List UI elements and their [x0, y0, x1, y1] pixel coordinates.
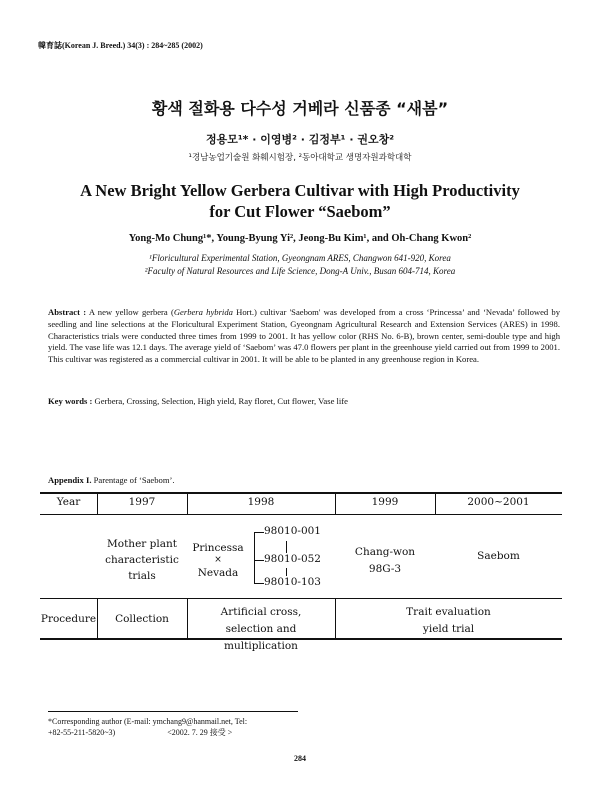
- table-rule-middle: [40, 598, 562, 599]
- footnote: [48, 716, 298, 738]
- english-title: [0, 180, 600, 222]
- keywords-label: Key words :: [48, 396, 93, 406]
- mother-plant-line1: Mother plant: [107, 538, 177, 550]
- procedure-artificial-cross: [187, 604, 335, 655]
- cross-symbol: ×: [214, 555, 222, 565]
- abstract-label: Abstract :: [48, 307, 87, 317]
- footnote-line1: *Corresponding author (E-mail: ymchang9@hanmail.net, Tel:: [48, 717, 248, 726]
- mother-plant-line2: characteristic: [105, 554, 179, 566]
- procedure-trait-evaluation: [335, 604, 562, 638]
- appendix-caption-text: Parentage of ‘Saebom’.: [91, 475, 175, 485]
- mother-plant-line3: trials: [128, 570, 156, 582]
- abstract-pre: A new yellow gerbera (: [86, 307, 174, 317]
- affiliation-1: ¹Floricultural Experimental Station, Gyeongnam ARES, Changwon 641-920, Korea: [149, 253, 451, 263]
- appendix-label: Appendix I.: [48, 475, 92, 485]
- chang-won-line2: 98G-3: [368, 563, 402, 575]
- footnote-line2: [48, 727, 298, 738]
- table-rule-header: [40, 514, 562, 515]
- chang-won-line1: Chang-won: [354, 546, 416, 558]
- header-1998: 1998: [247, 496, 275, 508]
- bracket-tick-middle: [254, 560, 264, 561]
- english-title-line1: A New Bright Yellow Gerbera Cultivar with High Productivity: [80, 181, 520, 200]
- artificial-line1: Artificial cross,: [220, 606, 302, 618]
- keywords-list: Gerbera, Crossing, Selection, High yield, Ray floret, Cut flower, Vase life: [92, 396, 348, 406]
- footnote-tel: +82-55-211-5820~3): [48, 728, 116, 737]
- trait-line1: Trait evaluation: [406, 606, 491, 618]
- korean-title: 황색 절화용 다수성 거베라 신품종 “새봄”: [151, 99, 449, 118]
- line-98010-103: 98010-103: [264, 576, 321, 588]
- received-date: <2002. 7. 29 接受 >: [167, 728, 233, 737]
- cultivar-saebom: Saebom: [477, 550, 520, 562]
- chang-won-selection: [335, 544, 435, 578]
- line-98010-001: 98010-001: [264, 525, 321, 537]
- header-2000-2001: 2000~2001: [467, 496, 530, 508]
- affiliation-2: ²Faculty of Natural Resources and Life Science, Dong-A Univ., Busan 604-714, Korea: [144, 266, 456, 276]
- table-rule-top: [40, 492, 562, 494]
- trait-line2: yield trial: [422, 623, 475, 635]
- bracket-tick-bottom: [254, 583, 264, 584]
- header-year: Year: [56, 496, 81, 508]
- page-number: 284: [294, 754, 306, 763]
- english-title-line2: for Cut Flower “Saebom”: [209, 202, 391, 221]
- procedure-label: Procedure: [40, 613, 97, 625]
- parent-princessa: Princessa: [192, 542, 244, 554]
- abstract: [48, 307, 560, 366]
- artificial-line2: selection and multiplication: [224, 623, 298, 652]
- journal-header: 韓育誌(Korean J. Breed.) 34(3) : 284~285 (2002): [38, 41, 203, 50]
- korean-authors: 정용모¹* · 이영병² · 김정부¹ · 권오창²: [205, 133, 395, 146]
- mother-plant-trials: [97, 536, 187, 584]
- korean-affiliations: ¹경남농업기술원 화훼시험장, ²동아대학교 생명자원과학대학: [188, 153, 412, 163]
- connector-line: [286, 541, 287, 553]
- procedure-collection: Collection: [115, 613, 169, 625]
- bracket-vertical: [254, 532, 255, 583]
- header-1997: 1997: [128, 496, 156, 508]
- header-1999: 1999: [371, 496, 399, 508]
- keywords: [48, 396, 560, 406]
- abstract-species: Gerbera hybrida: [173, 307, 233, 317]
- line-98010-052: 98010-052: [264, 553, 321, 565]
- appendix-caption: [48, 475, 175, 485]
- parent-nevada: Nevada: [197, 567, 239, 579]
- bracket-tick-top: [254, 532, 264, 533]
- parentage-table: [40, 492, 562, 652]
- connector-line: [286, 568, 287, 576]
- footnote-rule: [48, 711, 298, 712]
- english-authors: Yong-Mo Chung¹*, Young-Byung Yi², Jeong-Bu Kim¹, and Oh-Chang Kwon²: [128, 233, 472, 244]
- abstract-body: Hort.) cultivar 'Saebom' was developed from a cross ‘Princessa’ and ‘Nevada’ followed by seedling and line selections at the Floricultural Experiment Station, Gyeongnam Agricultural Research and Extension Services (ARES) in 1998. Characteristics trials were conducted three times from 1999 to 2001. It has yellow color (RHS No. 6-B), brown center, semi-double type and high yield. The vase life was 12.1 days. The average yield of ‘Saebom’ was 47.0 flowers per plant in the greenhouse yield carried out from 1999 to 2001. This cultivar was registered as a commercial cultivar in 2001. It will be able to be planted in any greenhouse region in Korea.: [48, 307, 561, 365]
